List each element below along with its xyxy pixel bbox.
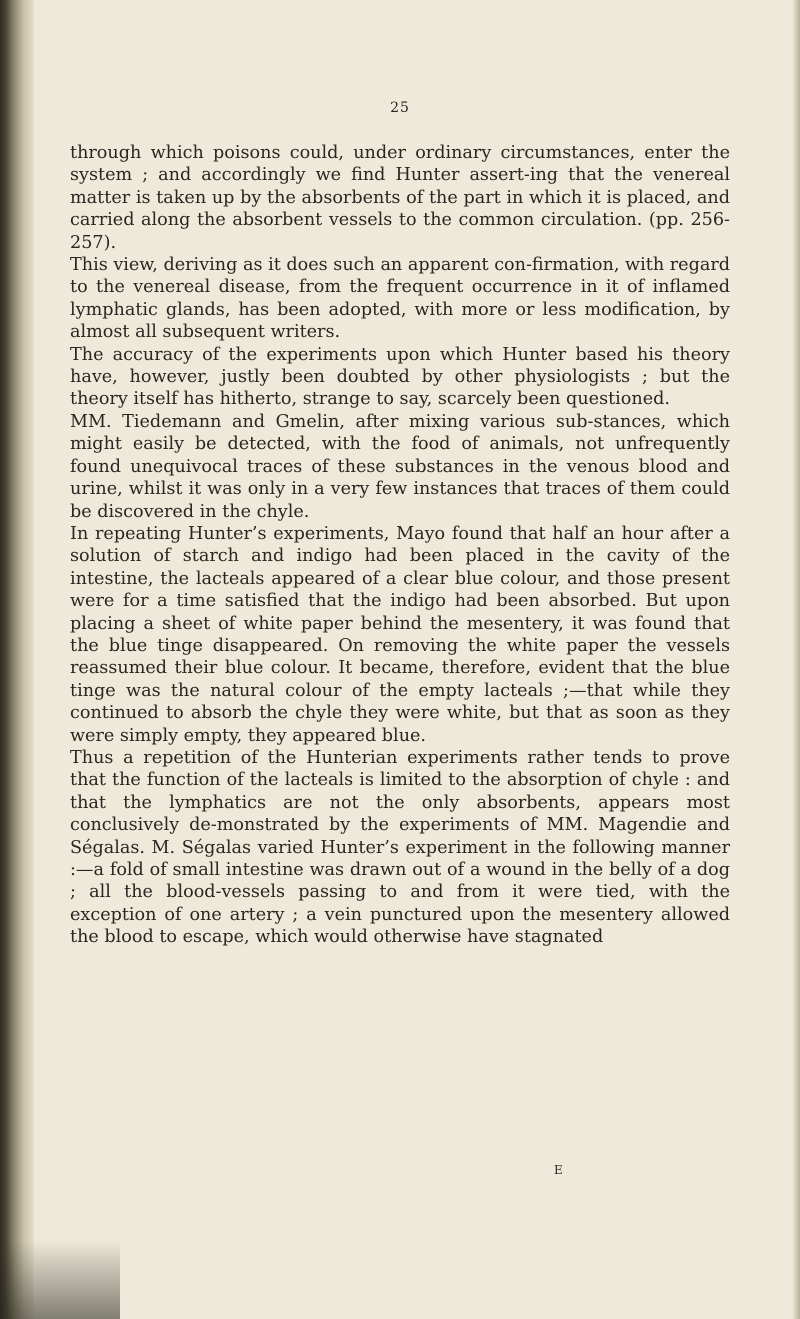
page-number: 25 xyxy=(390,100,410,116)
paragraph-6: Thus a repetition of the Hunterian experiments rather tends to prove that the function of the lacteals is limited to the absorption of chyle : and that the lymphatics are not the only absorbents, appears most conclusively de-monstrated by the experiments of MM. Magendie and Ségalas. M. Ségalas varied Hunter’s experiment in the following manner :—a fold of small intestine was drawn out of a wound in the belly of a dog ; all the blood-vessels passing to and from it were tied, with the exception of one artery ; a vein punctured upon the mesentery allowed the blood to escape, which would otherwise have stagnated xyxy=(70,747,730,948)
paragraph-4: MM. Tiedemann and Gmelin, after mixing various sub-stances, which might easily be detected, with the food of animals, not unfrequently found unequivocal traces of these substances in the venous blood and urine, whilst it was only in a very few instances that traces of them could be discovered in the chyle. xyxy=(70,411,730,522)
page-corner-shadow xyxy=(0,1240,120,1319)
page-edge xyxy=(792,0,800,1319)
paragraph-3: The accuracy of the experiments upon which Hunter based his theory have, however, justly been doubted by other physiologists ; but the theory itself has hitherto, strange to say, scarcely been questioned. xyxy=(70,344,730,410)
paragraph-1: through which poisons could, under ordinary circumstances, enter the system ; and accordingly we find Hunter assert-ing that the venereal matter is taken up by the absorbents of the part in which it is placed, and carried along the absorbent vessels to the common circulation. (pp. 256-257). xyxy=(70,143,730,253)
paragraph-2: This view, deriving as it does such an apparent con-firmation, with regard to the venereal disease, from the frequent occurrence in it of inflamed lymphatic glands, has been adopted, with more or less modification, by almost all subsequent writers. xyxy=(70,255,730,343)
body-text xyxy=(70,142,730,949)
paragraph-5: In repeating Hunter’s experiments, Mayo found that half an hour after a solution of starch and indigo had been placed in the cavity of the intestine, the lacteals appeared of a clear blue colour, and those present were for a time satisfied that the indigo had been absorbed. But upon placing a sheet of white paper behind the mesentery, it was found that the blue tinge disappeared. On removing the white paper the vessels reassumed their blue colour. It became, therefore, evident that the blue tinge was the natural colour of the empty lacteals ;—that while they continued to absorb the chyle they were white, but that as soon as they were simply empty, they appeared blue. xyxy=(70,523,730,746)
signature-mark: E xyxy=(554,1163,563,1177)
book-spine-shadow xyxy=(0,0,34,1319)
